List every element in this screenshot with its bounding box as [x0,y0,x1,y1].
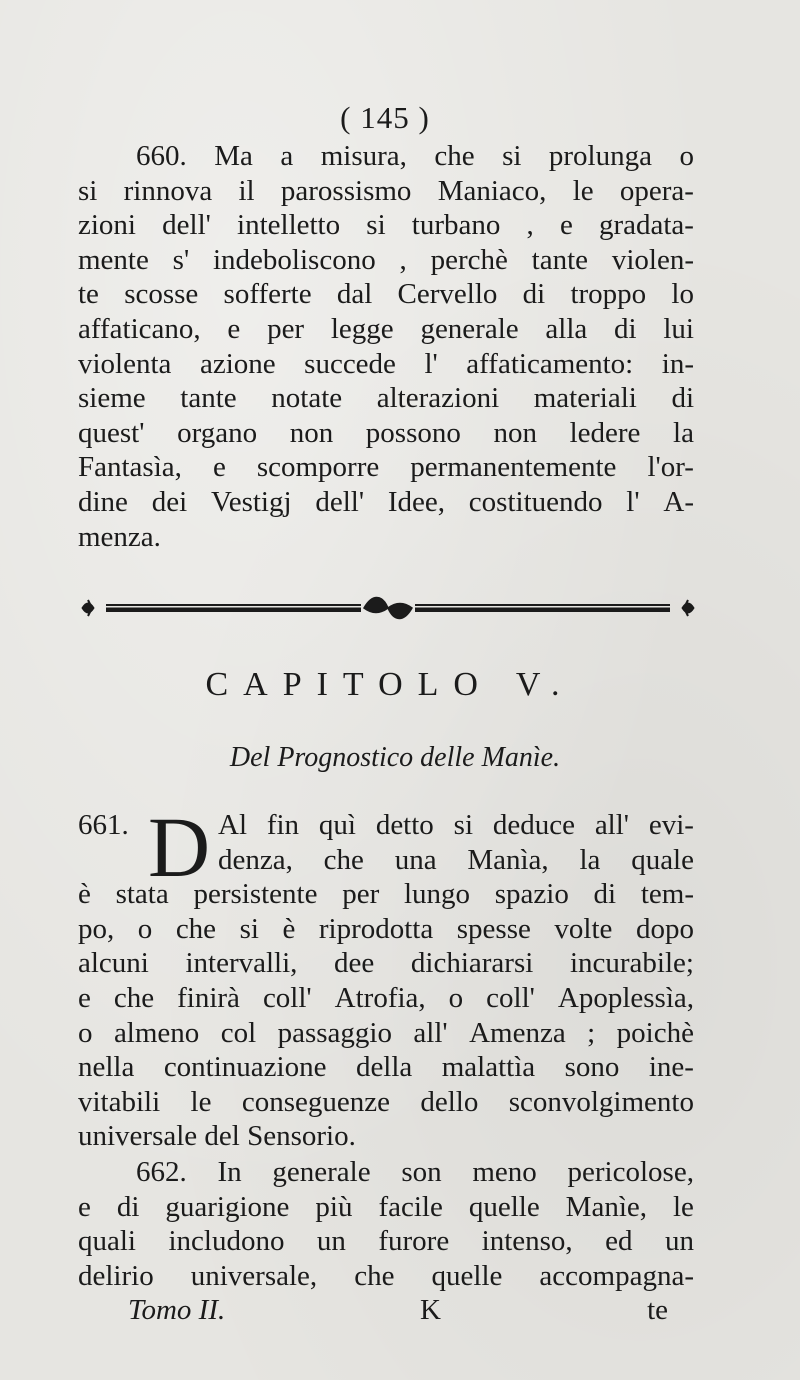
text-line: po, o che si è riprodotta spesse volte dopo [78,912,694,945]
text-line: è stata persistente per lungo spazio di tem- [78,878,694,911]
text-line: e che finirà coll' Atrofia, o coll' Apoplessìa, [78,981,694,1014]
text-line: 660. Ma a misura, che si prolunga o [136,140,694,172]
paragraph-660 [78,139,694,554]
text-line: universale del Sensorio. [78,1120,356,1153]
ornamental-rule [78,592,698,624]
paragraph-661 [78,799,694,1154]
text-line [78,808,694,843]
text-line: e di guarigione più facile quelle Manìe, le [78,1190,694,1223]
text-line: denza, che una Manìa, la quale [218,843,694,876]
text-line: delirio universale, che quelle accompagna- [78,1259,694,1292]
text-line: si rinnova il parossismo Maniaco, le opera- [78,174,694,207]
chapter-title: CAPITOLO V. [205,666,575,703]
text-line: menza. [78,520,161,553]
text-line: affaticano, e per legge generale alla di lui [78,312,694,345]
text-line: dine dei Vestigj dell' Idee, costituendo l' A- [78,485,694,518]
drop-cap: D [148,799,211,895]
text-line: quali includono un furore intenso, ed un [78,1225,694,1258]
page-number: ( 145 ) [340,100,430,135]
paragraph-number: 661. [78,809,129,841]
text-line: violenta azione succede l' affaticamento: in- [78,347,694,380]
text-line: quest' organo non possono non ledere la [78,416,694,449]
text-line: o almeno col passaggio all' Amenza ; poichè [78,1016,694,1049]
catchword: te [647,1294,668,1326]
text-line: alcuni intervalli, dee dichiararsi incurabile; [78,947,694,980]
chapter-subtitle: Del Prognostico delle Manìe. [229,742,561,773]
signature-mark: K [420,1294,441,1326]
text-line: nella continuazione della malattìa sono ine- [78,1051,694,1084]
text-line: mente s' indeboliscono , perchè tante violen- [78,243,694,276]
paragraph-662 [78,1155,694,1293]
text-line: vitabili le conseguenze dello sconvolgimento [78,1085,694,1118]
text-line: Fantasìa, e scomporre permanentemente l'or- [78,451,694,484]
text-line: 662. In generale son meno pericolose, [136,1156,694,1188]
text-line-content: Al fin quì detto si deduce all' evi- [218,809,694,841]
text-line: zioni dell' intelletto si turbano , e gradata- [78,209,694,242]
page-footer [128,1294,668,1334]
text-line: sieme tante notate alterazioni materiali di [78,382,694,415]
text-line: te scosse sofferte dal Cervello di troppo lo [78,278,694,311]
volume-label: Tomo II. [128,1294,226,1326]
